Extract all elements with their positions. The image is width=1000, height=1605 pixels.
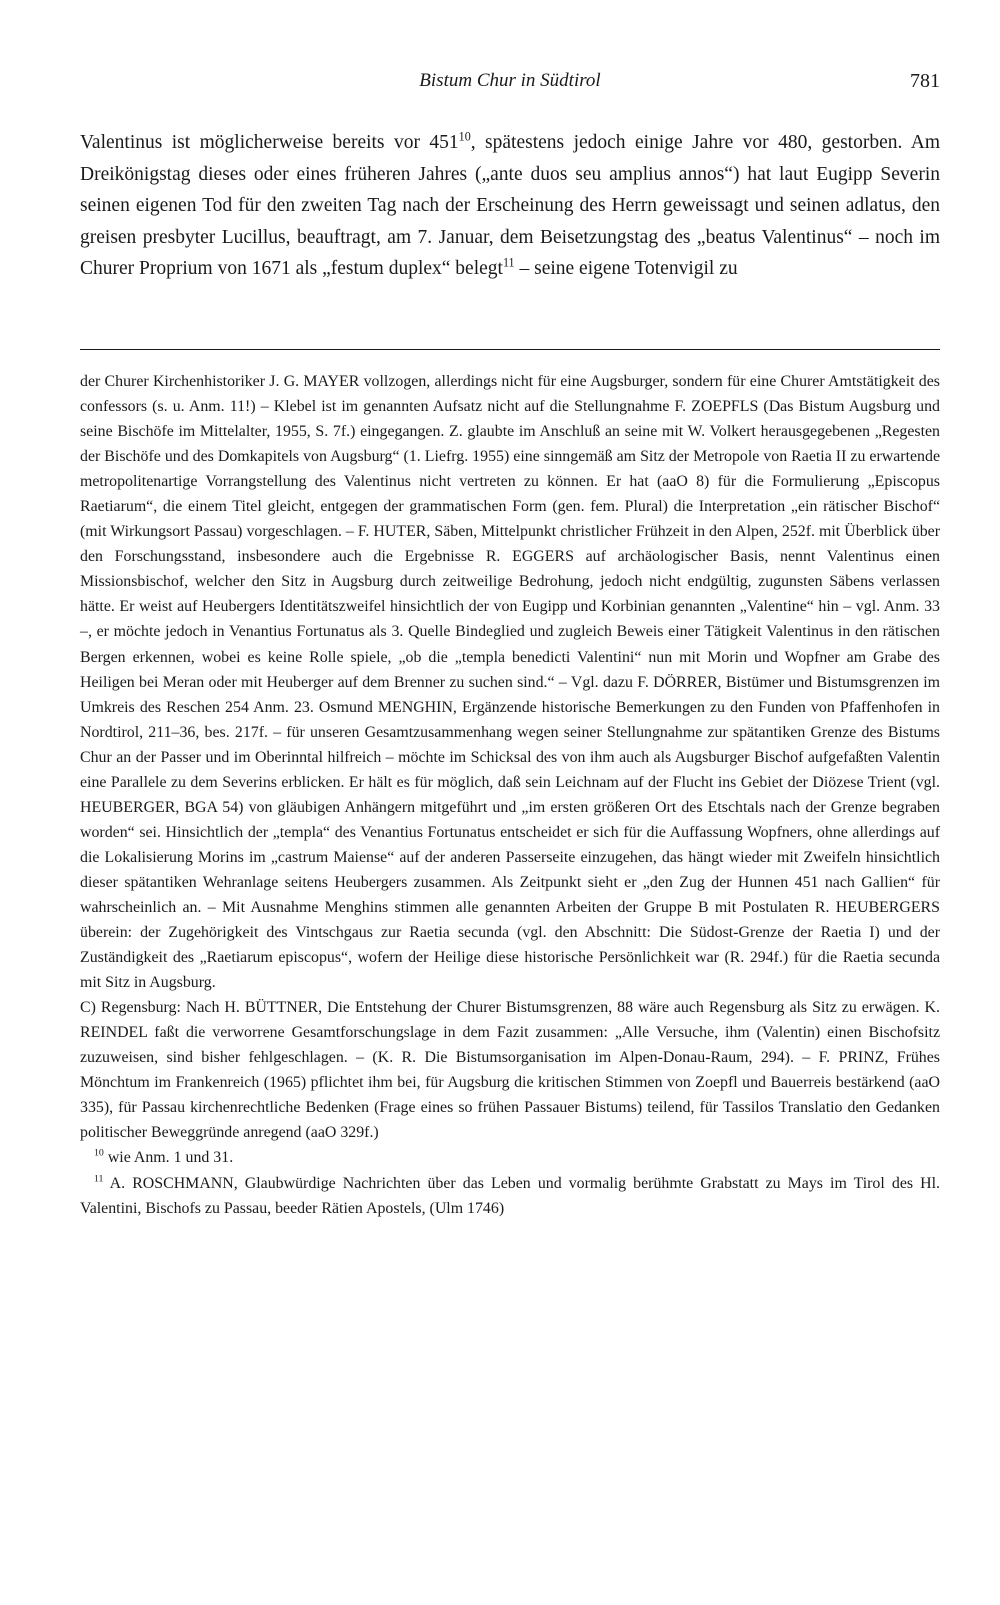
footnote-10-number: 10 <box>94 1148 104 1160</box>
footnotes-block <box>80 369 940 1221</box>
footnote-11-number: 11 <box>94 1173 104 1185</box>
body-text-part-1: Valentinus ist möglicherweise bereits vor 451 <box>80 132 459 153</box>
running-title: Bistum Chur in Südtirol <box>419 70 601 91</box>
running-head <box>80 66 940 96</box>
footnote-10-text: wie Anm. 1 und 31. <box>103 1149 234 1167</box>
body-text-part-3: – seine eigene Totenvigil zu <box>514 258 738 279</box>
footnote-continuation: der Churer Kirchenhistoriker J. G. MAYER vollzogen, allerdings nicht für eine Augsburger, sondern für eine Churer Amtstätigkeit des confessors (s. u. Anm. 11!) – Klebel ist im genannten Aufsatz nicht auf die Stellungnahme F. ZOEPFLS (Das Bistum Augsburg und seine Bischöfe im Mittelalter, 1955, S. 7f.) eingegangen. Z. glaubte im Anschluß an seine mit W. Volkert herausgegebenen „Regesten der Bischöfe und des Domkapitels von Augsburg“ (1. Liefrg. 1955) eine sinngemäß am Sitz der Metropole von Raetia II zu erwartende metropolitenartige Vorrangstellung des Valentinus nicht vertreten zu können. Er hat (aaO 8) für die Formulierung „Episcopus Raetiarum“, die einem Titel gleicht, entgegen der grammatischen Form (gen. fem. Plural) die Interpretation „ein rätischer Bischof“ (mit Wirkungsort Passau) vorgeschlagen. – F. HUTER, Säben, Mittelpunkt christlicher Frühzeit in den Alpen, 252f. mit Überblick über den Forschungsstand, insbesondere auch die Ergebnisse R. EGGERS auf archäologischer Basis, nennt Valentinus einen Missionsbischof, welcher den Sitz in Augsburg durch zeitweilige Bedrohung, jedoch nicht endgültig, zugunsten Säbens verlassen hätte. Er weist auf Heubergers Identitätszweifel hinsichtlich der von Eugipp und Korbinian genannten „Valentine“ hin – vgl. Anm. 33 –, er möchte jedoch in Venantius Fortunatus als 3. Quelle Bindeglied und zugleich Beweis einer Tätigkeit Valentinus in den rätischen Bergen erkennen, wobei es keine Rolle spiele, „ob die „templa benedicti Valentini“ nun mit Morin und Wopfner am Grabe des Heiligen bei Meran oder mit Heuberger auf dem Brenner zu suchen sind.“ – Vgl. dazu F. DÖRRER, Bistümer und Bistumsgrenzen im Umkreis des Reschen 254 Anm. 23. Osmund MENGHIN, Ergänzende historische Bemerkungen zu den Funden von Pfaffenhofen in Nordtirol, 211–36, bes. 217f. – für unseren Gesamtzusammenhang wegen seiner Stellungnahme zur spätantiken Grenze des Bistums Chur an der Passer und im Oberinntal hilfreich – möchte im Schicksal des von ihm auch als Augsburger Bischof aufgefaßten Valentin eine Parallele zu dem Severins erblicken. Er hält es für möglich, daß sein Leichnam auf der Flucht ins Gebiet der Diözese Trient (vgl. HEUBERGER, BGA 54) von gläubigen Anhängern mitgeführt und „im ersten größeren Ort des Etschtals nach der Grenze begraben worden“ sei. Hinsichtlich der „templa“ des Venantius Fortunatus entscheidet er sich für die Auffassung Wopfners, ohne allerdings auf die Lokalisierung Morins im „castrum Maiense“ auf der anderen Passerseite einzugehen, das hängt wieder mit Zweifeln hinsichtlich dieser spätantiken Wehranlage seitens Heubergers zusammen. Als Zeitpunkt sieht er „den Zug der Hunnen 451 nach Gallien“ für wahrscheinlich an. – Mit Ausnahme Menghins stimmen alle genannten Arbeiten der Gruppe B mit Postulaten R. HEUBERGERS überein: der Zugehörigkeit des Vintschgaus zur Raetia secunda (vgl. den Abschnitt: Die Südost-Grenze der Raetia I) und der Zuständigkeit des „Raetiarum episcopus“, wofern der Heilige diese historische Persönlichkeit war (R. 294f.) für die Raetia secunda mit Sitz in Augsburg. <box>80 373 940 992</box>
footnote-10 <box>80 1145 940 1170</box>
footnote-separator-rule <box>80 349 940 350</box>
main-body-paragraph <box>80 127 940 285</box>
footnote-section-c: C) Regensburg: Nach H. BÜTTNER, Die Entstehung der Churer Bistumsgrenzen, 88 wäre auch Regensburg als Sitz zu erwägen. K. REINDEL faßt die verworrene Gesamtforschungslage in dem Fazit zusammen: „Alle Versuche, ihm (Valentin) einen Bischofsitz zuzuweisen, sind bisher fehlgeschlagen. – (K. R. Die Bistumsorganisation im Alpen-Donau-Raum, 294). – F. PRINZ, Frühes Mönchtum im Frankenreich (1965) pflichtet ihm bei, für Augsburg die kritischen Stimmen von Zoepfl und Bauerreis bestärkend (aaO 335), für Passau kirchenrechtliche Bedenken (Frage eines so frühen Passauer Bistums) teilend, für Tassilos Translatio den Gedanken politischer Beweggründe anregend (aaO 329f.) <box>80 999 940 1142</box>
footnote-ref-10: 10 <box>458 129 471 144</box>
footnote-11 <box>80 1171 940 1221</box>
page-number: 781 <box>910 70 940 92</box>
footnote-11-text: A. ROSCHMANN, Glaubwürdige Nachrichten über das Leben und vormalig berühmte Grabstatt zu Mays im Tirol des Hl. Valentini, Bischofs zu Passau, beeder Rätien Apostels, (Ulm 1746) <box>80 1174 940 1217</box>
body-text-part-2: , spätestens jedoch einige Jahre vor 480, gestorben. Am Dreikönigstag dieses oder eines früheren Jahres („ante duos seu amplius annos“) hat laut Eugipp Severin seinen eigenen Tod für den zweiten Tag nach der Erscheinung des Herrn geweissagt und seinen adlatus, den greisen presbyter Lucillus, beauftragt, am 7. Januar, dem Beisetzungstag des „beatus Valentinus“ – noch im Churer Proprium von 1671 als „festum duplex“ belegt <box>80 132 940 279</box>
footnote-ref-11: 11 <box>502 255 515 270</box>
